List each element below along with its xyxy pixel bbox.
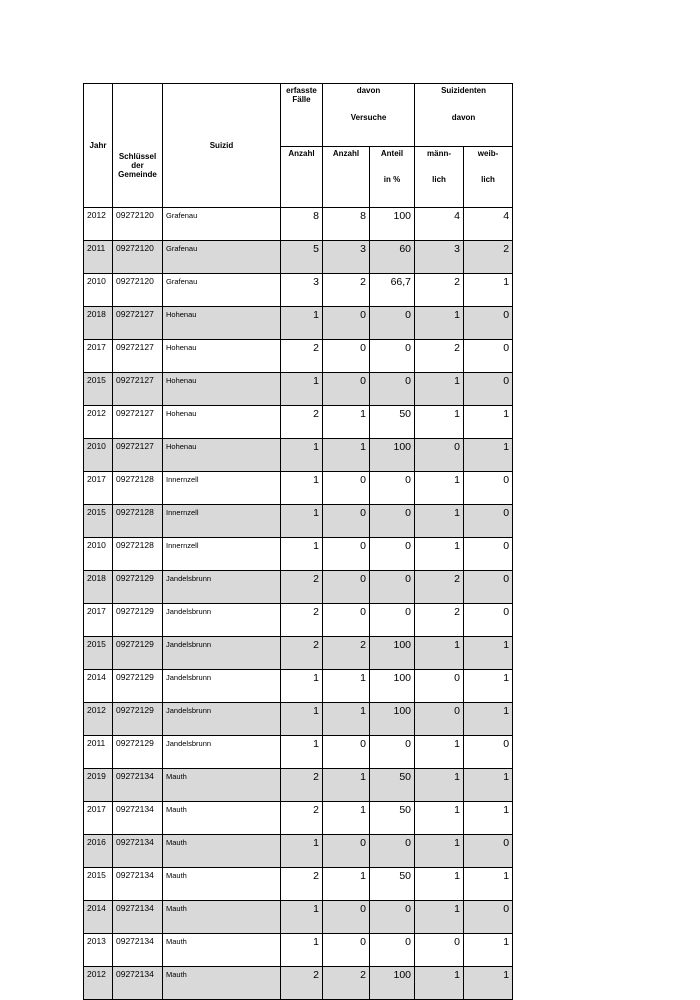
table-row: [84, 208, 513, 241]
cell-weiblich: 0: [464, 307, 513, 340]
header-lich-1: lich: [432, 175, 446, 184]
cell-jahr: 2013: [84, 934, 113, 967]
cell-gemeinde-name: Hohenau: [163, 307, 281, 340]
cell-maennlich: 2: [415, 571, 464, 604]
cell-versuche-anzahl: 0: [323, 571, 370, 604]
cell-jahr: 2015: [84, 637, 113, 670]
cell-versuche-anteil: 0: [370, 934, 415, 967]
cell-gemeinde-name: Hohenau: [163, 406, 281, 439]
cell-versuche-anzahl: 2: [323, 967, 370, 1000]
header-anteil-label: Anteil: [380, 149, 404, 158]
cell-gemeinde-name: Innernzell: [163, 472, 281, 505]
cell-jahr: 2017: [84, 802, 113, 835]
cell-jahr: 2017: [84, 604, 113, 637]
table-row: [84, 505, 513, 538]
header-lich-2: lich: [481, 175, 495, 184]
cell-versuche-anzahl: 1: [323, 670, 370, 703]
cell-weiblich: 1: [464, 967, 513, 1000]
cell-jahr: 2010: [84, 439, 113, 472]
table-row: [84, 901, 513, 934]
header-schluessel-line-2: der: [131, 161, 144, 170]
cell-erfasste-faelle: 1: [281, 472, 323, 505]
cell-versuche-anzahl: 0: [323, 505, 370, 538]
table-row: [84, 670, 513, 703]
cell-gemeinde-key: 09272127: [113, 373, 163, 406]
cell-jahr: 2017: [84, 340, 113, 373]
cell-maennlich: 0: [415, 439, 464, 472]
cell-jahr: 2014: [84, 901, 113, 934]
cell-gemeinde-name: Mauth: [163, 901, 281, 934]
cell-gemeinde-name: Mauth: [163, 802, 281, 835]
cell-versuche-anteil: 0: [370, 307, 415, 340]
cell-erfasste-faelle: 1: [281, 835, 323, 868]
cell-jahr: 2012: [84, 208, 113, 241]
header-suizidenten: [415, 84, 513, 147]
cell-jahr: 2011: [84, 736, 113, 769]
cell-erfasste-faelle: 1: [281, 505, 323, 538]
header-versuche: Versuche: [350, 113, 387, 122]
cell-weiblich: 0: [464, 571, 513, 604]
cell-maennlich: 1: [415, 505, 464, 538]
table-row: [84, 967, 513, 1000]
cell-jahr: 2018: [84, 571, 113, 604]
cell-maennlich: 3: [415, 241, 464, 274]
cell-erfasste-faelle: 8: [281, 208, 323, 241]
cell-erfasste-faelle: 1: [281, 934, 323, 967]
cell-gemeinde-name: Mauth: [163, 868, 281, 901]
cell-jahr: 2012: [84, 406, 113, 439]
cell-maennlich: 2: [415, 340, 464, 373]
cell-weiblich: 0: [464, 472, 513, 505]
cell-gemeinde-key: 09272129: [113, 571, 163, 604]
cell-maennlich: 0: [415, 703, 464, 736]
cell-gemeinde-name: Jandelsbrunn: [163, 604, 281, 637]
cell-erfasste-faelle: 1: [281, 307, 323, 340]
cell-versuche-anteil: 0: [370, 340, 415, 373]
header-row-1: [84, 84, 513, 147]
cell-maennlich: 2: [415, 604, 464, 637]
cell-versuche-anteil: 50: [370, 802, 415, 835]
cell-jahr: 2018: [84, 307, 113, 340]
cell-jahr: 2015: [84, 373, 113, 406]
table-row: [84, 406, 513, 439]
cell-versuche-anteil: 66,7: [370, 274, 415, 307]
cell-erfasste-faelle: 2: [281, 571, 323, 604]
cell-erfasste-faelle: 3: [281, 274, 323, 307]
cell-versuche-anteil: 50: [370, 406, 415, 439]
cell-weiblich: 0: [464, 604, 513, 637]
cell-erfasste-faelle: 1: [281, 439, 323, 472]
cell-versuche-anzahl: 8: [323, 208, 370, 241]
cell-versuche-anteil: 0: [370, 571, 415, 604]
table-row: [84, 868, 513, 901]
cell-gemeinde-key: 09272120: [113, 274, 163, 307]
cell-versuche-anteil: 50: [370, 868, 415, 901]
header-anzahl-1: Anzahl: [281, 147, 323, 208]
cell-gemeinde-name: Mauth: [163, 967, 281, 1000]
header-erfasste-line-2: Fälle: [292, 95, 311, 104]
cell-maennlich: 2: [415, 274, 464, 307]
cell-versuche-anzahl: 0: [323, 934, 370, 967]
cell-gemeinde-key: 09272127: [113, 307, 163, 340]
cell-weiblich: 0: [464, 901, 513, 934]
cell-weiblich: 0: [464, 538, 513, 571]
cell-maennlich: 1: [415, 835, 464, 868]
cell-versuche-anzahl: 0: [323, 835, 370, 868]
table-row: [84, 802, 513, 835]
cell-gemeinde-name: Jandelsbrunn: [163, 571, 281, 604]
cell-jahr: 2010: [84, 274, 113, 307]
cell-gemeinde-key: 09272129: [113, 703, 163, 736]
cell-versuche-anteil: 100: [370, 703, 415, 736]
cell-versuche-anzahl: 0: [323, 736, 370, 769]
cell-erfasste-faelle: 1: [281, 901, 323, 934]
cell-gemeinde-key: 09272134: [113, 901, 163, 934]
cell-gemeinde-name: Jandelsbrunn: [163, 703, 281, 736]
cell-gemeinde-name: Hohenau: [163, 439, 281, 472]
cell-jahr: 2015: [84, 505, 113, 538]
header-schluessel-line-1: Schlüssel: [118, 152, 157, 161]
cell-versuche-anteil: 0: [370, 835, 415, 868]
cell-versuche-anteil: 0: [370, 538, 415, 571]
cell-gemeinde-key: 09272127: [113, 439, 163, 472]
cell-weiblich: 1: [464, 637, 513, 670]
cell-jahr: 2012: [84, 703, 113, 736]
cell-maennlich: 1: [415, 406, 464, 439]
cell-jahr: 2012: [84, 967, 113, 1000]
cell-versuche-anzahl: 1: [323, 439, 370, 472]
cell-maennlich: 1: [415, 637, 464, 670]
header-in-pct: in %: [383, 175, 401, 184]
header-suizid: Suizid: [163, 84, 281, 208]
cell-weiblich: 0: [464, 736, 513, 769]
cell-versuche-anzahl: 0: [323, 307, 370, 340]
header-maennlich: [415, 147, 464, 208]
cell-versuche-anzahl: 1: [323, 703, 370, 736]
cell-versuche-anzahl: 0: [323, 901, 370, 934]
cell-gemeinde-key: 09272134: [113, 835, 163, 868]
cell-versuche-anzahl: 0: [323, 340, 370, 373]
cell-versuche-anzahl: 0: [323, 373, 370, 406]
table-row: [84, 538, 513, 571]
cell-gemeinde-name: Grafenau: [163, 274, 281, 307]
cell-weiblich: 2: [464, 241, 513, 274]
cell-weiblich: 1: [464, 769, 513, 802]
cell-gemeinde-name: Jandelsbrunn: [163, 670, 281, 703]
header-weiblich: [464, 147, 513, 208]
cell-versuche-anteil: 0: [370, 604, 415, 637]
cell-versuche-anteil: 60: [370, 241, 415, 274]
cell-weiblich: 0: [464, 835, 513, 868]
cell-jahr: 2010: [84, 538, 113, 571]
cell-maennlich: 1: [415, 736, 464, 769]
cell-versuche-anzahl: 0: [323, 538, 370, 571]
cell-versuche-anzahl: 3: [323, 241, 370, 274]
cell-maennlich: 0: [415, 670, 464, 703]
table-row: [84, 472, 513, 505]
table-row: [84, 736, 513, 769]
cell-gemeinde-key: 09272134: [113, 868, 163, 901]
cell-versuche-anteil: 0: [370, 901, 415, 934]
cell-weiblich: 4: [464, 208, 513, 241]
table-body: [84, 208, 513, 1000]
cell-gemeinde-name: Grafenau: [163, 208, 281, 241]
suicide-statistics-table: [83, 83, 513, 1000]
cell-weiblich: 0: [464, 373, 513, 406]
header-davon: davon: [356, 86, 381, 95]
cell-erfasste-faelle: 1: [281, 703, 323, 736]
cell-maennlich: 1: [415, 472, 464, 505]
cell-jahr: 2014: [84, 670, 113, 703]
cell-maennlich: 1: [415, 538, 464, 571]
cell-erfasste-faelle: 1: [281, 670, 323, 703]
cell-gemeinde-name: Mauth: [163, 835, 281, 868]
table-row: [84, 637, 513, 670]
table-row: [84, 373, 513, 406]
table-row: [84, 835, 513, 868]
cell-gemeinde-key: 09272134: [113, 802, 163, 835]
table-row: [84, 340, 513, 373]
cell-versuche-anteil: 100: [370, 967, 415, 1000]
cell-gemeinde-name: Hohenau: [163, 340, 281, 373]
cell-maennlich: 1: [415, 802, 464, 835]
table-row: [84, 769, 513, 802]
cell-jahr: 2017: [84, 472, 113, 505]
header-davon-2: davon: [451, 113, 476, 122]
cell-gemeinde-name: Innernzell: [163, 538, 281, 571]
cell-erfasste-faelle: 1: [281, 373, 323, 406]
cell-versuche-anzahl: 1: [323, 406, 370, 439]
header-anteil: [370, 147, 415, 208]
cell-versuche-anteil: 0: [370, 736, 415, 769]
cell-gemeinde-key: 09272134: [113, 934, 163, 967]
cell-maennlich: 1: [415, 769, 464, 802]
cell-weiblich: 1: [464, 934, 513, 967]
cell-erfasste-faelle: 2: [281, 868, 323, 901]
cell-weiblich: 1: [464, 274, 513, 307]
cell-gemeinde-key: 09272128: [113, 505, 163, 538]
cell-erfasste-faelle: 1: [281, 538, 323, 571]
table-row: [84, 241, 513, 274]
cell-gemeinde-key: 09272128: [113, 472, 163, 505]
cell-versuche-anzahl: 0: [323, 472, 370, 505]
cell-versuche-anzahl: 1: [323, 868, 370, 901]
header-davon-versuche: [323, 84, 415, 147]
cell-gemeinde-name: Grafenau: [163, 241, 281, 274]
cell-weiblich: 1: [464, 406, 513, 439]
header-weib: weib-: [477, 149, 499, 158]
header-suizidenten-label: Suizidenten: [441, 86, 486, 95]
cell-gemeinde-name: Mauth: [163, 769, 281, 802]
cell-weiblich: 1: [464, 670, 513, 703]
table-row: [84, 604, 513, 637]
cell-gemeinde-key: 09272127: [113, 340, 163, 373]
table-row: [84, 571, 513, 604]
header-anzahl-2: Anzahl: [323, 147, 370, 208]
cell-gemeinde-key: 09272129: [113, 604, 163, 637]
table-row: [84, 439, 513, 472]
cell-gemeinde-key: 09272134: [113, 769, 163, 802]
cell-gemeinde-name: Mauth: [163, 934, 281, 967]
cell-erfasste-faelle: 5: [281, 241, 323, 274]
cell-maennlich: 1: [415, 307, 464, 340]
header-erfasste-faelle: [281, 84, 323, 147]
cell-gemeinde-key: 09272127: [113, 406, 163, 439]
cell-jahr: 2016: [84, 835, 113, 868]
cell-weiblich: 0: [464, 340, 513, 373]
cell-gemeinde-key: 09272120: [113, 241, 163, 274]
cell-versuche-anteil: 100: [370, 670, 415, 703]
cell-gemeinde-key: 09272129: [113, 670, 163, 703]
cell-erfasste-faelle: 1: [281, 736, 323, 769]
cell-weiblich: 1: [464, 703, 513, 736]
cell-maennlich: 1: [415, 967, 464, 1000]
cell-erfasste-faelle: 2: [281, 406, 323, 439]
cell-weiblich: 0: [464, 505, 513, 538]
table-row: [84, 307, 513, 340]
table-row: [84, 934, 513, 967]
cell-gemeinde-name: Hohenau: [163, 373, 281, 406]
cell-versuche-anteil: 0: [370, 373, 415, 406]
cell-versuche-anzahl: 1: [323, 802, 370, 835]
cell-weiblich: 1: [464, 802, 513, 835]
cell-weiblich: 1: [464, 868, 513, 901]
cell-gemeinde-key: 09272129: [113, 637, 163, 670]
cell-versuche-anteil: 0: [370, 472, 415, 505]
cell-versuche-anzahl: 2: [323, 274, 370, 307]
header-schluessel-line-3: Gemeinde: [118, 170, 157, 179]
cell-maennlich: 1: [415, 868, 464, 901]
cell-versuche-anteil: 100: [370, 208, 415, 241]
cell-gemeinde-name: Jandelsbrunn: [163, 736, 281, 769]
cell-jahr: 2011: [84, 241, 113, 274]
cell-gemeinde-name: Jandelsbrunn: [163, 637, 281, 670]
cell-maennlich: 4: [415, 208, 464, 241]
cell-gemeinde-key: 09272128: [113, 538, 163, 571]
cell-jahr: 2019: [84, 769, 113, 802]
cell-versuche-anteil: 0: [370, 505, 415, 538]
cell-versuche-anzahl: 2: [323, 637, 370, 670]
cell-maennlich: 1: [415, 901, 464, 934]
header-maenn: männ-: [427, 149, 452, 158]
cell-gemeinde-key: 09272134: [113, 967, 163, 1000]
cell-jahr: 2015: [84, 868, 113, 901]
cell-gemeinde-name: Innernzell: [163, 505, 281, 538]
cell-versuche-anteil: 100: [370, 439, 415, 472]
header-jahr: Jahr: [84, 84, 113, 208]
cell-erfasste-faelle: 2: [281, 769, 323, 802]
cell-gemeinde-key: 09272129: [113, 736, 163, 769]
cell-versuche-anteil: 50: [370, 769, 415, 802]
cell-versuche-anzahl: 1: [323, 769, 370, 802]
cell-maennlich: 0: [415, 934, 464, 967]
cell-maennlich: 1: [415, 373, 464, 406]
header-erfasste-line-1: erfasste: [286, 86, 317, 95]
cell-erfasste-faelle: 2: [281, 967, 323, 1000]
header-schluessel: [113, 84, 163, 208]
cell-erfasste-faelle: 2: [281, 604, 323, 637]
table-row: [84, 703, 513, 736]
table-row: [84, 274, 513, 307]
cell-versuche-anzahl: 0: [323, 604, 370, 637]
cell-weiblich: 1: [464, 439, 513, 472]
cell-versuche-anteil: 100: [370, 637, 415, 670]
cell-erfasste-faelle: 2: [281, 802, 323, 835]
cell-gemeinde-key: 09272120: [113, 208, 163, 241]
cell-erfasste-faelle: 2: [281, 340, 323, 373]
cell-erfasste-faelle: 2: [281, 637, 323, 670]
